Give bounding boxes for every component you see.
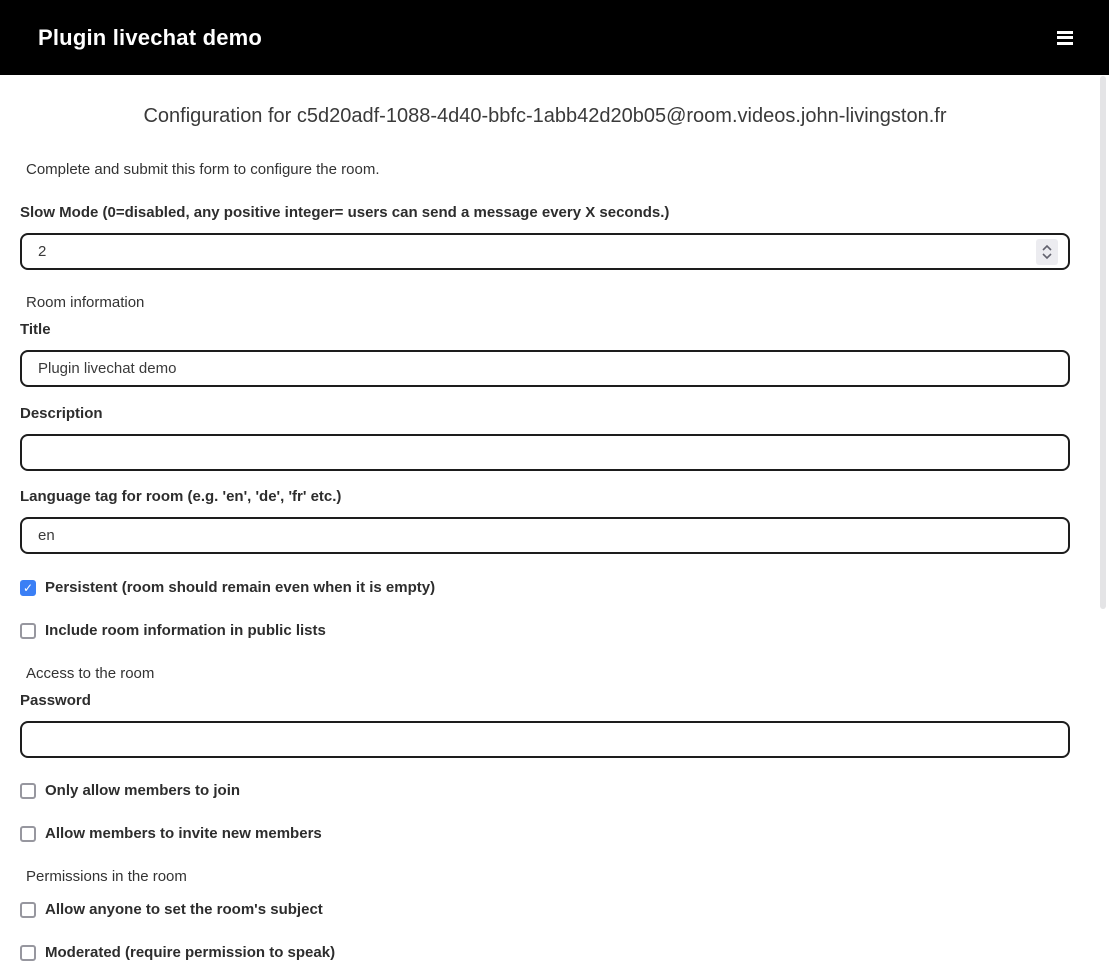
- description-label: Description: [20, 405, 103, 422]
- language-label: Language tag for room (e.g. 'en', 'de', 'fr' etc.): [20, 488, 342, 505]
- title-label: Title: [20, 321, 51, 338]
- scrollbar-thumb[interactable]: [1100, 76, 1106, 609]
- hamburger-menu-icon: [1057, 31, 1073, 45]
- checkbox-members-only-label: Only allow members to join: [45, 782, 241, 799]
- number-stepper[interactable]: [1036, 239, 1058, 265]
- section-access: Access to the room: [26, 665, 155, 682]
- checkbox-row-subject-anyone[interactable]: [20, 901, 1070, 918]
- page-title: Configuration for c5d20adf-1088-4d40-bbfc-1abb42d20b05@room.videos.john-livingston.fr: [143, 105, 947, 127]
- menu-button[interactable]: [1057, 24, 1073, 51]
- form-instructions: Complete and submit this form to configure the room.: [26, 161, 380, 178]
- checkbox-public-lists-label: Include room information in public lists: [45, 622, 326, 639]
- section-permissions: Permissions in the room: [26, 868, 187, 885]
- checkbox-row-public-lists[interactable]: [20, 622, 1070, 639]
- checkbox-row-members-only[interactable]: [20, 782, 1070, 799]
- section-room-information: Room information: [26, 294, 145, 311]
- configuration-form: [0, 75, 1090, 961]
- slow-mode-input[interactable]: [20, 233, 1070, 270]
- app-title: Plugin livechat demo: [38, 24, 263, 50]
- checkbox-persistent-label: Persistent (room should remain even when it is empty): [45, 579, 436, 596]
- checkbox-members-only[interactable]: [20, 783, 36, 799]
- checkbox-members-invite-label: Allow members to invite new members: [45, 825, 322, 842]
- checkbox-row-persistent[interactable]: [20, 579, 1070, 596]
- checkbox-moderated[interactable]: [20, 945, 36, 961]
- description-input[interactable]: [20, 434, 1070, 471]
- checkbox-subject-anyone-label: Allow anyone to set the room's subject: [45, 901, 323, 918]
- password-label: Password: [20, 692, 91, 709]
- password-input[interactable]: [20, 721, 1070, 758]
- checkbox-public-lists[interactable]: [20, 623, 36, 639]
- checkbox-subject-anyone[interactable]: [20, 902, 36, 918]
- slow-mode-label: Slow Mode (0=disabled, any positive integer= users can send a message every X seconds.): [20, 204, 670, 221]
- spinner-down-icon: [1042, 253, 1052, 259]
- checkbox-row-moderated[interactable]: [20, 944, 1070, 961]
- checkbox-members-invite[interactable]: [20, 826, 36, 842]
- checkbox-persistent[interactable]: [20, 580, 36, 596]
- language-input[interactable]: [20, 517, 1070, 554]
- checkbox-row-members-invite[interactable]: [20, 825, 1070, 842]
- checkbox-moderated-label: Moderated (require permission to speak): [45, 944, 336, 961]
- slow-mode-field-wrap: [20, 233, 1070, 270]
- title-input[interactable]: [20, 350, 1070, 387]
- app-header: [0, 0, 1109, 75]
- spinner-up-icon: [1042, 245, 1052, 251]
